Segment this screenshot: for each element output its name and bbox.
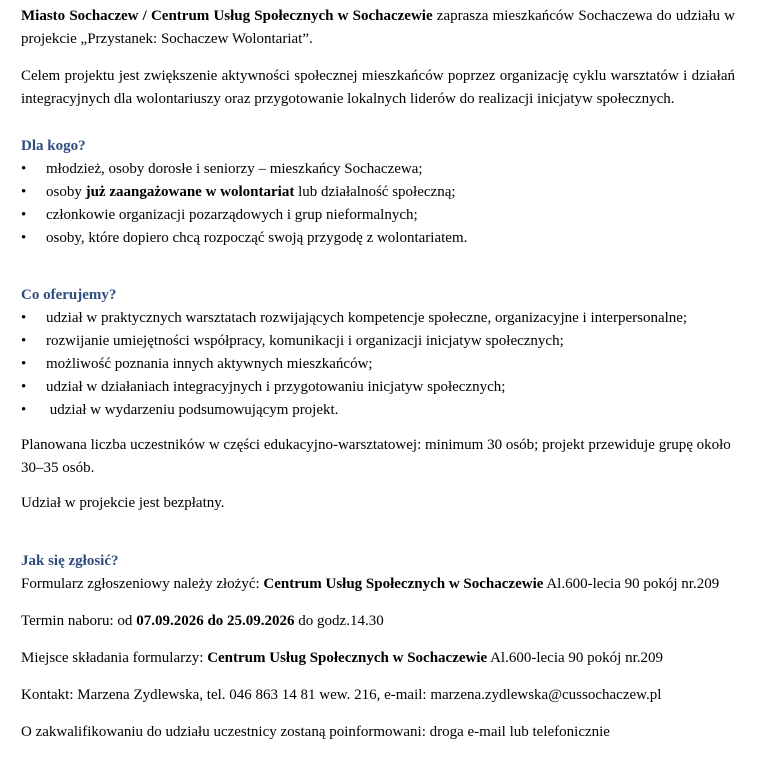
bullet-icon: •	[21, 161, 27, 177]
bullet-icon: •	[21, 230, 27, 246]
bullet-icon: •	[21, 333, 27, 349]
heading-for-whom: Dla kogo?	[21, 138, 86, 154]
for-whom-list	[21, 158, 735, 250]
contact-line: Kontakt: Marzena Zydlewska, tel. 046 863 14 81 wew. 216, e-mail: marzena.zydlewska@cussochaczew.pl	[21, 687, 662, 703]
bullet-icon: •	[21, 207, 27, 223]
form-submission-place: Centrum Usług Społecznych w Sochaczewie	[263, 576, 544, 592]
list-item: • członkowie organizacji pozarządowych i grup nieformalnych;	[21, 204, 735, 227]
heading-apply: Jak się zgłosić?	[21, 553, 119, 569]
submission-place-name: Centrum Usług Społecznych w Sochaczewie	[207, 650, 488, 666]
list-item: • możliwość poznania innych aktywnych mieszkańców;	[21, 353, 735, 376]
free-participation-note: Udział w projekcie jest bezpłatny.	[21, 495, 225, 511]
bullet-icon: •	[21, 310, 27, 326]
bullet-icon: •	[21, 184, 27, 200]
heading-offer: Co oferujemy?	[21, 287, 117, 303]
recruitment-term: Termin naboru: od 07.09.2026 do 25.09.2026 do godz.14.30	[21, 613, 384, 629]
list-item: • osoby już zaangażowane w wolontariat lub działalność społeczną;	[21, 181, 735, 204]
list-item: • osoby, które dopiero chcą rozpocząć swoją przygodę z wolontariatem.	[21, 227, 735, 250]
submission-place: Miejsce składania formularzy: Centrum Usług Społecznych w Sochaczewie Al.600-lecia 90 pokój nr.209	[21, 650, 663, 666]
intro-invitation: zaprasza mieszkańców Sochaczewa do udziału w projekcie „Przystanek: Sochaczew Wolontariat”.	[21, 8, 735, 47]
list-item: • młodzież, osoby dorosłe i seniorzy – mieszkańcy Sochaczewa;	[21, 158, 735, 181]
notification-line: O zakwalifikowaniu do udziału uczestnicy zostaną poinformowani: droga e-mail lub telefonicznie	[21, 724, 610, 740]
list-item: • rozwijanie umiejętności współpracy, komunikacji i organizacji inicjatyw społecznych;	[21, 330, 735, 353]
list-item: • udział w wydarzeniu podsumowującym projekt.	[21, 399, 735, 422]
list-item: • udział w praktycznych warsztatach rozwijających kompetencje społeczne, organizacyjne i interpersonalne;	[21, 307, 735, 330]
offer-list	[21, 307, 735, 422]
bullet-icon: •	[21, 356, 27, 372]
bullet-icon: •	[21, 379, 27, 395]
recruitment-dates: 07.09.2026 do 25.09.2026	[136, 613, 295, 629]
intro-organization: Miasto Sochaczew / Centrum Usług Społecznych w Sochaczewie	[21, 8, 433, 24]
intro-paragraph	[21, 5, 735, 51]
participants-paragraph: Planowana liczba uczestników w części edukacyjno-warsztatowej: minimum 30 osób; projekt przewiduje grupę około 30–35 osób.	[21, 437, 731, 476]
form-submission-paragraph: Formularz zgłoszeniowy należy złożyć: Centrum Usług Społecznych w Sochaczewie Al.600-lecia 90 pokój nr.209	[21, 576, 720, 592]
goal-paragraph: Celem projektu jest zwiększenie aktywności społecznej mieszkańców poprzez organizację cyklu warsztatów i działań integracyjnych dla wolontariuszy oraz przygotowanie lokalnych liderów do realizacji inicjatyw społecznych.	[21, 68, 735, 107]
document-page	[21, 5, 735, 744]
bullet-icon: •	[21, 402, 27, 418]
list-item: • udział w działaniach integracyjnych i przygotowaniu inicjatyw społecznych;	[21, 376, 735, 399]
